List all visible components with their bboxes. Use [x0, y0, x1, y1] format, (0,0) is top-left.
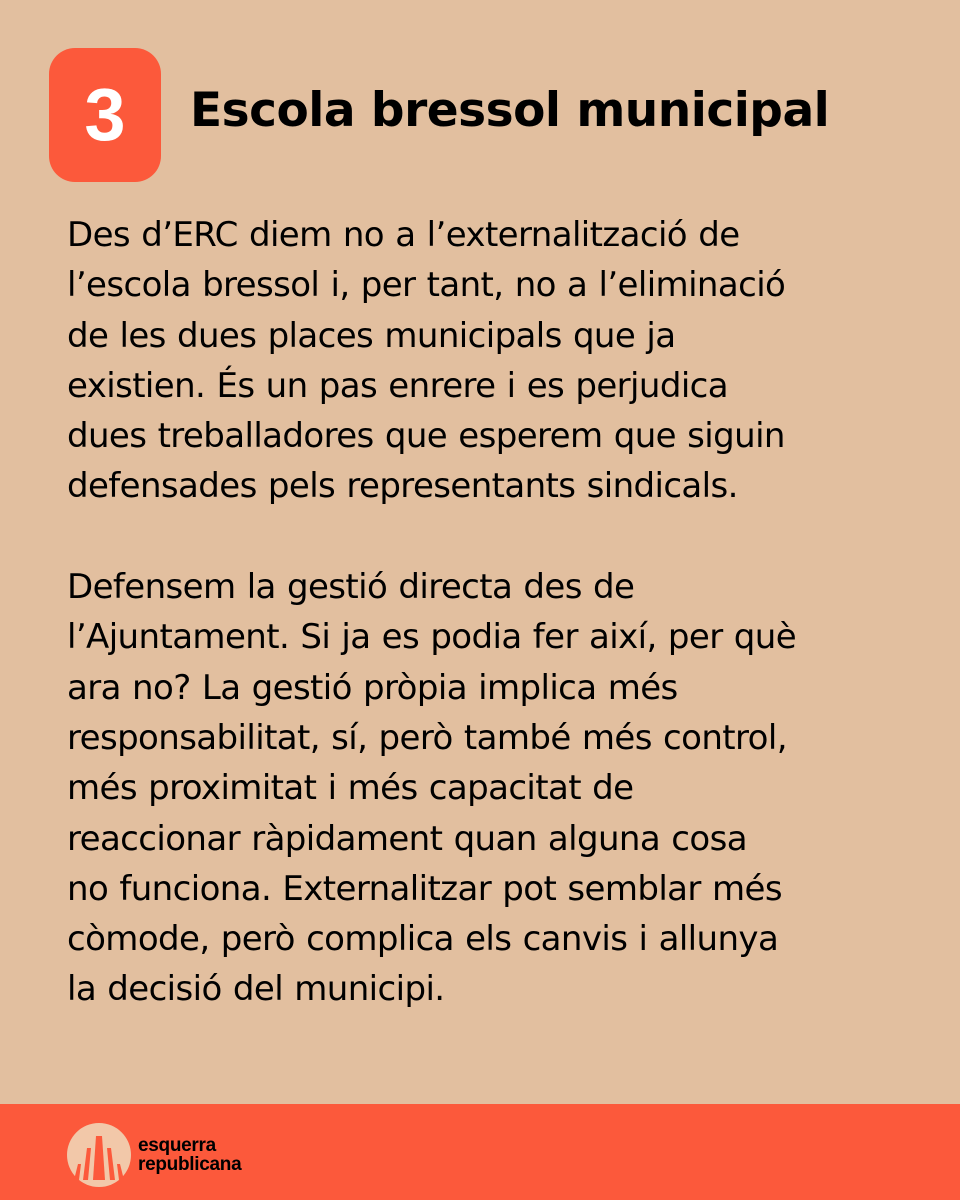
text-line: l’Ajuntament. Si ja es podia fer així, per què [67, 617, 797, 658]
text-line: l’escola bressol i, per tant, no a l’eliminació [67, 265, 786, 306]
erc-logo [66, 1122, 241, 1188]
text-line: no funciona. Externalitzar pot semblar més [67, 868, 782, 909]
text-line: la decisió del municipi. [67, 969, 445, 1010]
text-line: ara no? La gestió pròpia implica més [67, 667, 678, 708]
text-line: còmode, però complica els canvis i allunya [67, 919, 779, 960]
logo-wordmark [138, 1136, 241, 1174]
text-line: responsabilitat, sí, però també més control, [67, 717, 787, 758]
text-line: de les dues places municipals que ja [67, 315, 676, 356]
text-line: dues treballadores que esperem que siguin [67, 416, 785, 457]
page-title: Escola bressol municipal [190, 83, 830, 138]
text-line: Defensem la gestió directa des de [67, 567, 635, 608]
text-line: Des d’ERC diem no a l’externalització de [67, 215, 740, 255]
logo-line-1: esquerra [138, 1135, 216, 1156]
text-line: més proximitat i més capacitat de [67, 768, 634, 809]
paragraph-2 [67, 562, 927, 1015]
section-number-badge [49, 48, 161, 182]
article-body [67, 210, 927, 1015]
footer-bar [0, 1104, 960, 1200]
erc-logo-icon [66, 1122, 132, 1188]
logo-line-2: republicana [138, 1154, 242, 1175]
text-line: reaccionar ràpidament quan alguna cosa [67, 818, 747, 859]
text-line: existien. És un pas enrere i es perjudica [67, 365, 729, 406]
paragraph-1 [67, 210, 927, 512]
section-number: 3 [84, 73, 126, 156]
text-line: defensades pels representants sindicals. [67, 466, 738, 507]
